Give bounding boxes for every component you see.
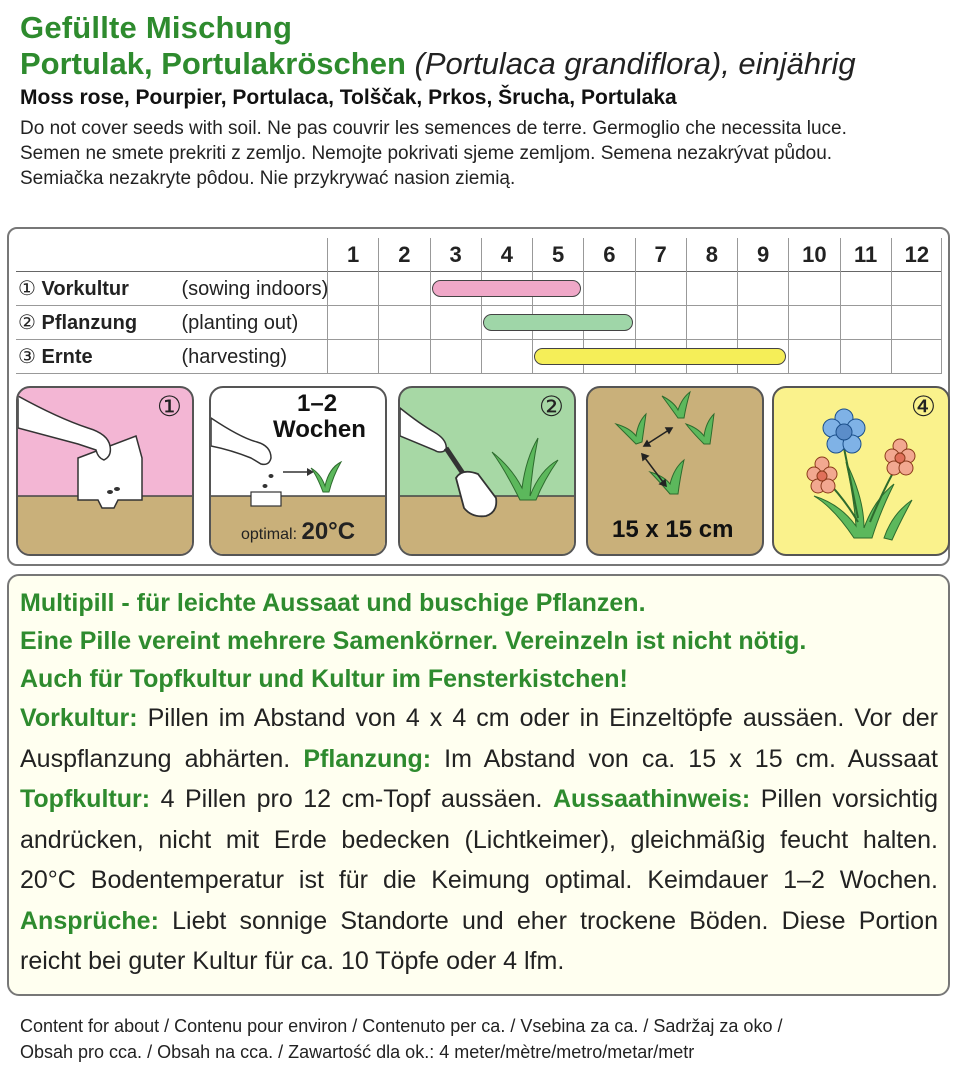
step-number: ② — [538, 391, 564, 422]
calendar-cell — [327, 272, 378, 306]
row-label — [16, 306, 327, 340]
highlight-line: Multipill - für leichte Aussaat und buschige Pflanzen. — [20, 589, 646, 617]
step-number: ① — [156, 391, 182, 422]
period-bar-vorkultur — [432, 280, 582, 297]
calendar-cell — [840, 272, 891, 306]
instruction-panels — [16, 386, 943, 559]
footer-line: Obsah pro cca. / Obsah na cca. / Zawartość dla ok.: 4 meter/mètre/metro/metar/metr — [20, 1042, 695, 1062]
row-name: Vorkultur — [41, 278, 129, 300]
month-8: 8 — [686, 238, 737, 272]
section-text: Pillen vorsichtig andrücken, nicht mit Erde bedecken (Lichtkeimer), gleichmäßig feucht halten. 20°C Bodentemperatur ist für die Keimung optimal. Keimdauer 1–2 Wochen. — [20, 785, 938, 894]
calendar-card — [7, 227, 950, 566]
temperature-value: 20°C — [301, 518, 356, 545]
row-translation: (planting out) — [181, 312, 299, 334]
row-months — [327, 340, 942, 374]
month-6: 6 — [583, 238, 634, 272]
grid-line — [941, 272, 942, 306]
month-4: 4 — [481, 238, 532, 272]
month-7: 7 — [635, 238, 686, 272]
row-number: ② — [18, 312, 36, 334]
calendar-cell — [378, 340, 429, 374]
header — [20, 10, 940, 191]
section-text: Pillen im Abstand von 4 x 4 cm oder in Einzeltöpfe aussäen. Vor der Auspflanzung abhärten. — [20, 704, 938, 773]
calendar-cell — [891, 306, 942, 340]
plant-spacing: 15 x 15 cm — [612, 516, 734, 543]
row-translation: (harvesting) — [181, 346, 288, 368]
calendar-row-ernte — [16, 340, 942, 374]
row-months — [327, 306, 942, 340]
calendar-cell — [891, 272, 942, 306]
calendar-cell — [327, 340, 378, 374]
calendar-row-pflanzung — [16, 306, 942, 340]
panel-planting — [398, 386, 576, 556]
temperature-label: optimal: — [241, 526, 298, 543]
calendar-cell — [481, 340, 532, 374]
temperature — [241, 518, 355, 546]
common-names: Moss rose, Pourpier, Portulaca, Tolščak, Prkos, Šrucha, Portulaka — [20, 86, 677, 109]
calendar-header-row — [16, 238, 942, 272]
calendar-cell — [378, 272, 429, 306]
content-footer — [20, 1013, 950, 1065]
month-3: 3 — [430, 238, 481, 272]
month-2: 2 — [378, 238, 429, 272]
panel-sowing — [16, 386, 194, 556]
calendar-cell — [635, 306, 686, 340]
grid-line — [941, 238, 942, 272]
calendar-cell — [788, 272, 839, 306]
section-text: 4 Pillen pro 12 cm-Topf aussäen. — [150, 785, 553, 813]
row-number: ① — [18, 278, 36, 300]
section-label: Pflanzung: — [303, 744, 432, 773]
pink-flower-left — [807, 457, 837, 493]
month-5: 5 — [532, 238, 583, 272]
month-header — [327, 238, 942, 272]
calendar-cell — [788, 306, 839, 340]
section-label: Vorkultur: — [20, 704, 138, 732]
highlight-line: Eine Pille vereint mehrere Samenkörner. Vereinzeln ist nicht nötig. — [20, 627, 807, 655]
row-name: Ernte — [41, 346, 93, 368]
month-12: 12 — [891, 238, 942, 272]
panel-germination — [209, 386, 387, 556]
calendar-cell — [635, 272, 686, 306]
row-label — [16, 272, 327, 306]
section-text: Liebt sonnige Standorte und eher trockene Böden. Diese Portion reicht bei guter Kultur für ca. 10 Töpfe oder 4 lfm. — [20, 906, 938, 975]
panel-spacing — [586, 386, 764, 556]
footer-line: Content for about / Contenu pour environ / Contenuto per ca. / Vsebina za ca. / Sadržaj za oko / — [20, 1016, 783, 1036]
duration-line1: 1–2 — [297, 390, 338, 417]
calendar-cell — [378, 306, 429, 340]
calendar-cell — [788, 340, 839, 374]
section-text: Im Abstand von ca. 15 x 15 cm. Aussaat — [431, 744, 938, 773]
note-line: Do not cover seeds with soil. Ne pas couvrir les semences de terre. Germoglio che necessita luce. — [20, 118, 847, 139]
note-line: Semiačka nezakryte pôdou. Nie przykrywać nasion ziemią. — [20, 168, 516, 189]
month-9: 9 — [737, 238, 788, 272]
instructions-text — [20, 698, 938, 982]
period-bar-ernte — [534, 348, 786, 365]
calendar-cell — [583, 272, 634, 306]
step-number: ④ — [910, 391, 936, 422]
note-line: Semen ne smete prekriti z zemljo. Nemojte pokrivati sjeme zemljom. Semena nezakrývat půdou. — [20, 143, 833, 164]
section-label: Topfkultur: — [20, 785, 151, 813]
section-label: Aussaathinweis: — [552, 785, 751, 813]
sowing-note — [20, 116, 940, 191]
calendar-cell — [430, 340, 481, 374]
calendar-cell — [737, 306, 788, 340]
month-10: 10 — [788, 238, 839, 272]
row-label — [16, 340, 327, 374]
panel-flowering — [772, 386, 950, 556]
calendar-row-vorkultur — [16, 272, 942, 306]
grid-line — [941, 340, 942, 374]
calendar-cell — [686, 272, 737, 306]
sowing-calendar — [16, 238, 942, 374]
plant-name — [20, 46, 940, 82]
period-bar-pflanzung — [483, 314, 633, 331]
mix-title: Gefüllte Mischung — [20, 10, 293, 45]
calendar-cell — [327, 306, 378, 340]
plant-name-latin: (Portulaca grandiflora), einjährig — [405, 46, 856, 81]
pink-flower-right — [885, 439, 915, 475]
row-months — [327, 272, 942, 306]
month-1: 1 — [327, 238, 378, 272]
calendar-cell — [840, 340, 891, 374]
calendar-cell — [840, 306, 891, 340]
blue-flower — [823, 409, 865, 453]
highlight-line: Auch für Topfkultur und Kultur im Fensterkistchen! — [20, 665, 628, 693]
section-label: Ansprüche: — [20, 906, 159, 935]
row-translation: (sowing indoors) — [181, 278, 329, 300]
duration-line2: Wochen — [273, 416, 366, 443]
row-name: Pflanzung — [41, 312, 138, 334]
calendar-cell — [686, 306, 737, 340]
plant-name-german: Portulak, Portulakröschen — [20, 46, 406, 81]
month-11: 11 — [840, 238, 891, 272]
calendar-cell — [737, 272, 788, 306]
row-number: ③ — [18, 346, 36, 368]
grid-line — [941, 306, 942, 340]
calendar-cell — [430, 306, 481, 340]
calendar-cell — [891, 340, 942, 374]
cultivation-info — [7, 574, 950, 996]
